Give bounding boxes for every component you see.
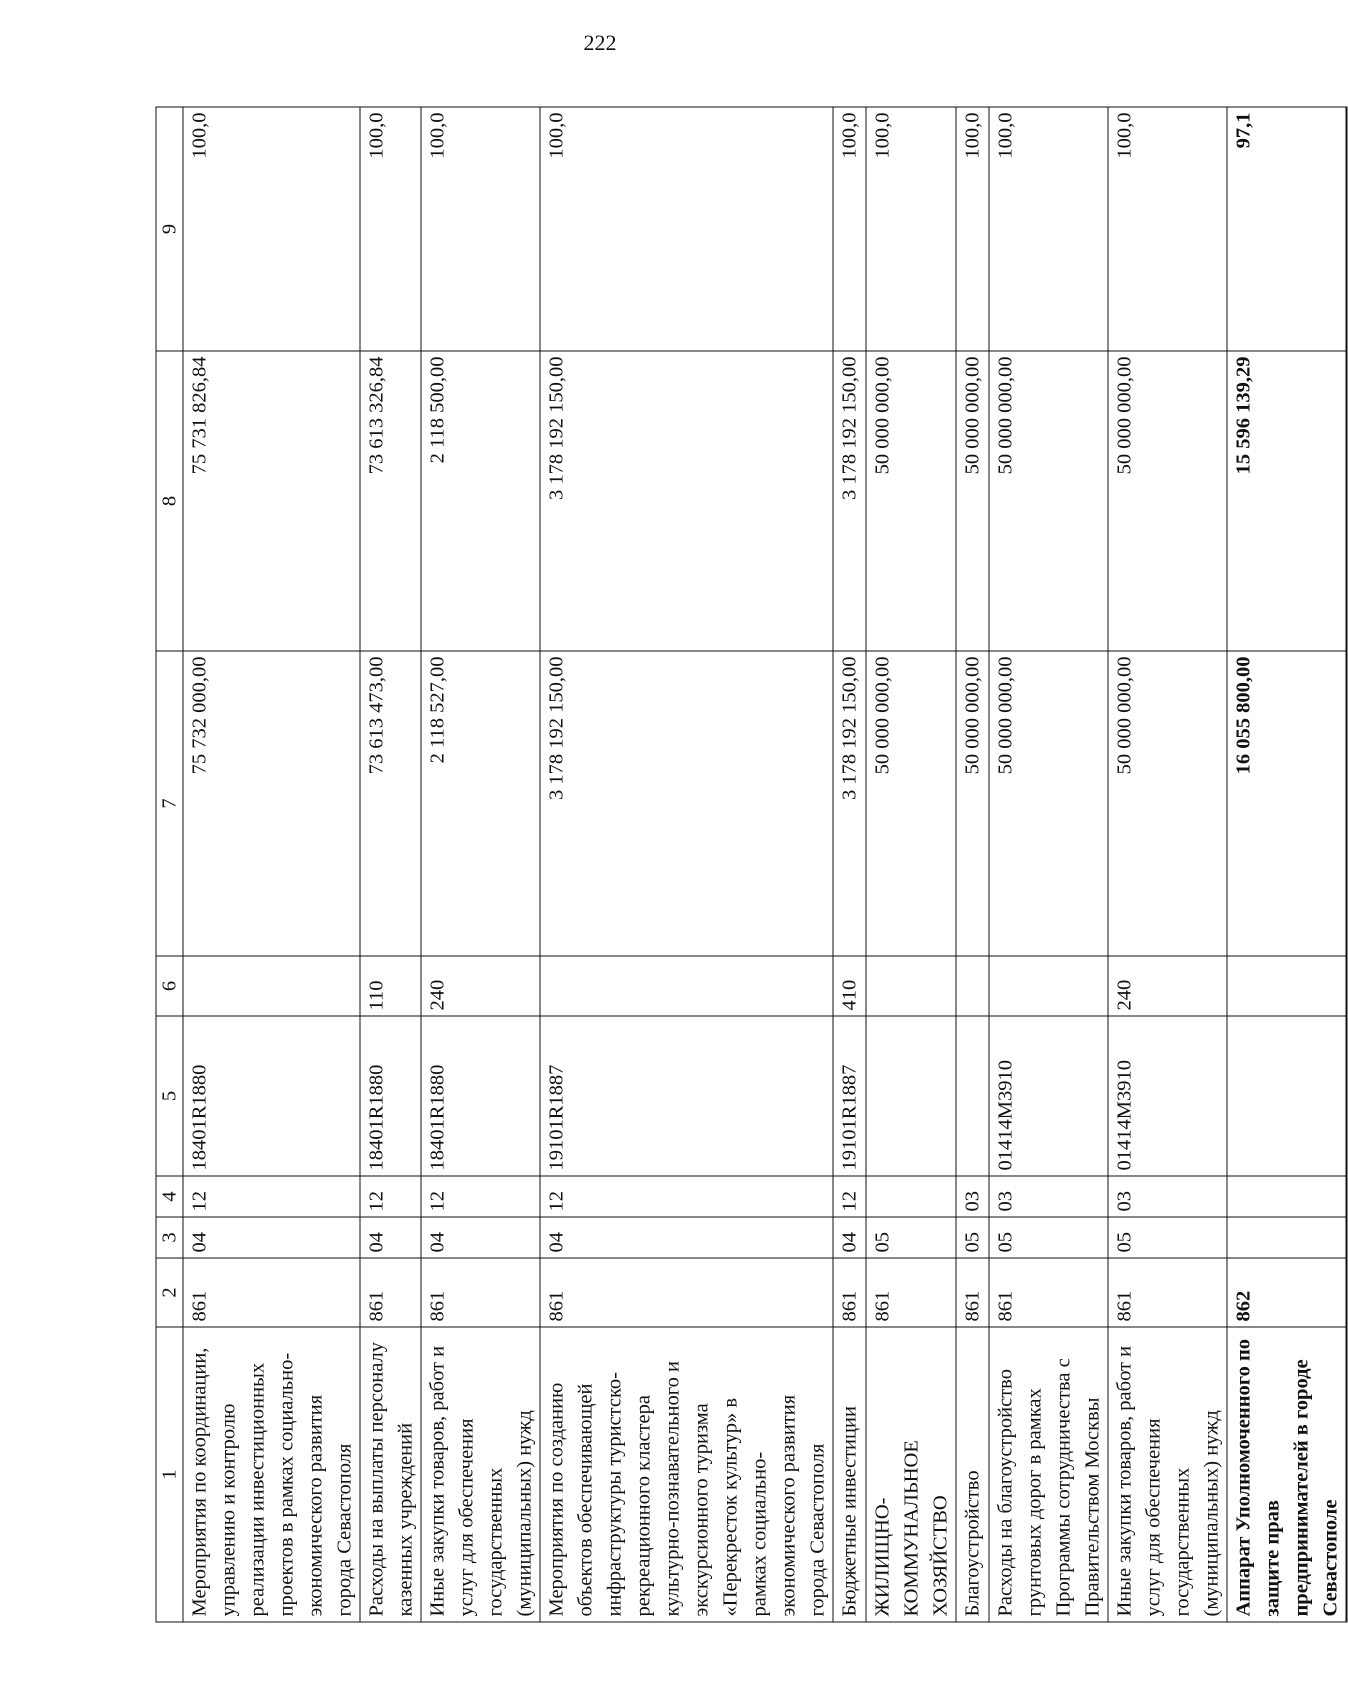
row-grbs: 861 (866, 1258, 956, 1327)
row-plan: 50 000 000,00 (1108, 651, 1227, 956)
row-fact: 50 000 000,00 (989, 351, 1108, 651)
table-row (1227, 107, 1347, 1622)
row-expense-type (989, 956, 1108, 1016)
row-section: 04 (540, 1217, 833, 1258)
rotated-table-container (156, 108, 1342, 1623)
row-grbs: 861 (1108, 1258, 1227, 1327)
row-name: Благоустройство (956, 1327, 989, 1622)
row-percent: 100,0 (360, 107, 421, 351)
row-grbs: 861 (421, 1258, 540, 1327)
row-plan: 2 118 527,00 (421, 651, 540, 956)
budget-table (156, 107, 1348, 1623)
row-section: 05 (956, 1217, 989, 1258)
col-header: 4 (156, 1176, 183, 1217)
row-subsection: 12 (360, 1176, 421, 1217)
row-expense-type: 410 (833, 956, 866, 1016)
row-expense-type (1227, 956, 1347, 1016)
table-row (1108, 107, 1227, 1622)
row-fact: 3 178 192 150,00 (833, 351, 866, 651)
row-section: 05 (1108, 1217, 1227, 1258)
row-target-article: 01414M3910 (989, 1016, 1108, 1176)
row-grbs: 861 (360, 1258, 421, 1327)
row-grbs: 862 (1227, 1258, 1347, 1327)
row-target-article: 18401R1880 (183, 1016, 360, 1176)
row-target-article (956, 1016, 989, 1176)
row-target-article: 18401R1880 (360, 1016, 421, 1176)
row-section: 04 (833, 1217, 866, 1258)
table-row (540, 107, 833, 1622)
row-percent: 100,0 (540, 107, 833, 351)
row-grbs: 861 (989, 1258, 1108, 1327)
row-section: 04 (183, 1217, 360, 1258)
row-subsection: 12 (183, 1176, 360, 1217)
row-plan: 16 055 800,00 (1227, 651, 1347, 956)
row-percent: 100,0 (833, 107, 866, 351)
row-subsection: 12 (421, 1176, 540, 1217)
row-subsection: 03 (989, 1176, 1108, 1217)
row-fact: 50 000 000,00 (1108, 351, 1227, 651)
row-grbs: 861 (183, 1258, 360, 1327)
row-fact: 75 731 826,84 (183, 351, 360, 651)
row-target-article: 18401R1880 (421, 1016, 540, 1176)
row-section: 04 (360, 1217, 421, 1258)
table-row (421, 107, 540, 1622)
table-row (833, 107, 866, 1622)
row-fact: 50 000 000,00 (866, 351, 956, 651)
col-header: 6 (156, 956, 183, 1016)
row-subsection: 12 (833, 1176, 866, 1217)
row-expense-type (866, 956, 956, 1016)
page-number: 222 (583, 30, 617, 55)
row-expense-type: 240 (421, 956, 540, 1016)
row-percent: 100,0 (183, 107, 360, 351)
col-header: 9 (156, 107, 183, 351)
row-name: Мероприятия по координации, управлению и контролю реализации инвестиционных проектов в рамках социально-экономического развития города Севастополя (183, 1327, 360, 1622)
row-grbs: 861 (540, 1258, 833, 1327)
row-plan: 50 000 000,00 (866, 651, 956, 956)
row-fact: 50 000 000,00 (956, 351, 989, 651)
row-name: Иные закупки товаров, работ и услуг для обеспечения государственных (муниципальных) нужд (421, 1327, 540, 1622)
row-subsection: 03 (1108, 1176, 1227, 1217)
row-subsection: 12 (540, 1176, 833, 1217)
row-target-article (866, 1016, 956, 1176)
row-fact: 15 596 139,29 (1227, 351, 1347, 651)
row-subsection: 03 (956, 1176, 989, 1217)
row-section: 04 (421, 1217, 540, 1258)
row-plan: 75 732 000,00 (183, 651, 360, 956)
col-header: 3 (156, 1217, 183, 1258)
row-target-article: 01414M3910 (1108, 1016, 1227, 1176)
row-name: ЖИЛИЩНО-КОММУНАЛЬНОЕ ХОЗЯЙСТВО (866, 1327, 956, 1622)
row-target-article (1227, 1016, 1347, 1176)
table-row (183, 107, 360, 1622)
row-grbs: 861 (956, 1258, 989, 1327)
table-row (989, 107, 1108, 1622)
row-fact: 3 178 192 150,00 (540, 351, 833, 651)
row-section: 05 (866, 1217, 956, 1258)
header-row (156, 107, 183, 1622)
row-plan: 3 178 192 150,00 (833, 651, 866, 956)
row-percent: 100,0 (866, 107, 956, 351)
row-subsection (1227, 1176, 1347, 1217)
row-fact: 73 613 326,84 (360, 351, 421, 651)
row-percent: 100,0 (956, 107, 989, 351)
row-grbs: 861 (833, 1258, 866, 1327)
row-target-article: 19101R1887 (540, 1016, 833, 1176)
row-expense-type (540, 956, 833, 1016)
row-percent: 97,1 (1227, 107, 1347, 351)
row-target-article: 19101R1887 (833, 1016, 866, 1176)
row-expense-type (183, 956, 360, 1016)
table-row (866, 107, 956, 1622)
row-plan: 50 000 000,00 (956, 651, 989, 956)
row-expense-type (956, 956, 989, 1016)
row-expense-type: 240 (1108, 956, 1227, 1016)
row-percent: 100,0 (421, 107, 540, 351)
row-subsection (866, 1176, 956, 1217)
row-name: Мероприятия по созданию объектов обеспечивающей инфраструктуры туристско-рекреационного кластера культурно-познавательного и экскурсионного туризма «Перекресток культур» в рамках социально-экономического развития города Севастополя (540, 1327, 833, 1622)
col-header: 2 (156, 1258, 183, 1327)
row-plan: 3 178 192 150,00 (540, 651, 833, 956)
row-plan: 73 613 473,00 (360, 651, 421, 956)
row-section (1227, 1217, 1347, 1258)
row-name: Расходы на выплаты персоналу казенных учреждений (360, 1327, 421, 1622)
row-name: Расходы на благоустройство грунтовых дорог в рамках Программы сотрудничества с Правительством Москвы (989, 1327, 1108, 1622)
table-row (360, 107, 421, 1622)
row-name: Иные закупки товаров, работ и услуг для обеспечения государственных (муниципальных) нужд (1108, 1327, 1227, 1622)
table-row (956, 107, 989, 1622)
row-name: Аппарат Уполномоченного по защите прав предпринимателей в городе Севастополе (1227, 1327, 1347, 1622)
col-header: 7 (156, 651, 183, 956)
row-fact: 2 118 500,00 (421, 351, 540, 651)
col-header: 5 (156, 1016, 183, 1176)
row-plan: 50 000 000,00 (989, 651, 1108, 956)
col-header: 8 (156, 351, 183, 651)
row-percent: 100,0 (1108, 107, 1227, 351)
row-expense-type: 110 (360, 956, 421, 1016)
col-header: 1 (156, 1327, 183, 1622)
row-section: 05 (989, 1217, 1108, 1258)
row-percent: 100,0 (989, 107, 1108, 351)
row-name: Бюджетные инвестиции (833, 1327, 866, 1622)
